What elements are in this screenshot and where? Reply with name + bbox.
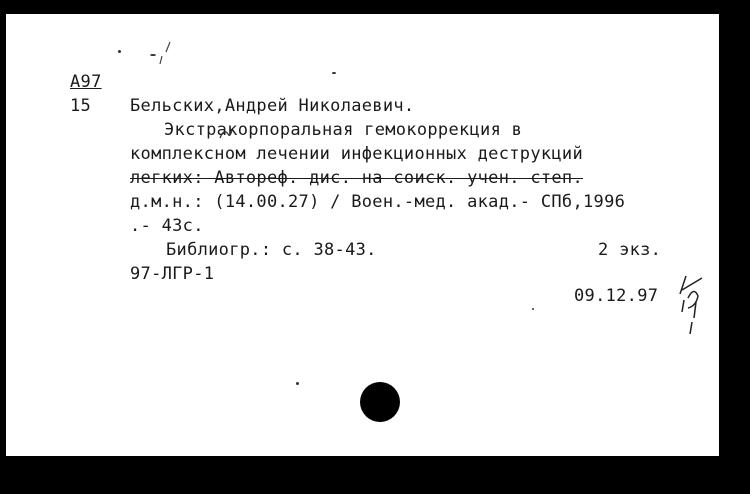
author-heading: Бельских,Андрей Николаевич. <box>130 96 415 116</box>
title-line-5: .- 43с. <box>130 216 204 236</box>
speck-3 <box>296 382 299 385</box>
title-line-2: комплексном лечении инфекционных деструкций <box>130 144 583 164</box>
catalog-card <box>6 14 719 456</box>
speck-1 <box>118 50 121 53</box>
title-line-4: д.м.н.: (14.00.27) / Воен.-мед. акад.- СПб,1996 <box>130 192 626 212</box>
date-stamp: 09.12.97 <box>574 286 659 306</box>
handwritten-signature <box>678 272 708 336</box>
speck-4 <box>532 308 534 310</box>
handwritten-tick-mark <box>156 40 176 68</box>
punch-hole <box>360 382 400 422</box>
handwritten-insertion-mark <box>218 126 234 140</box>
acquisition-code: 97-ЛГР-1 <box>130 264 215 284</box>
shelf-code: 15 <box>70 96 92 116</box>
call-number: А97 <box>70 72 102 92</box>
speck-2 <box>332 72 336 74</box>
title-line-1: Экстракорпоральная гемокоррекция в <box>164 120 523 140</box>
speck-5 <box>150 54 156 56</box>
bibliography-note: Библиогр.: с. 38-43. <box>166 240 377 260</box>
copies-count: 2 экз. <box>598 240 662 260</box>
title-line-3: легких: Автореф. дис. на соиск. учен. степ. <box>130 168 583 188</box>
